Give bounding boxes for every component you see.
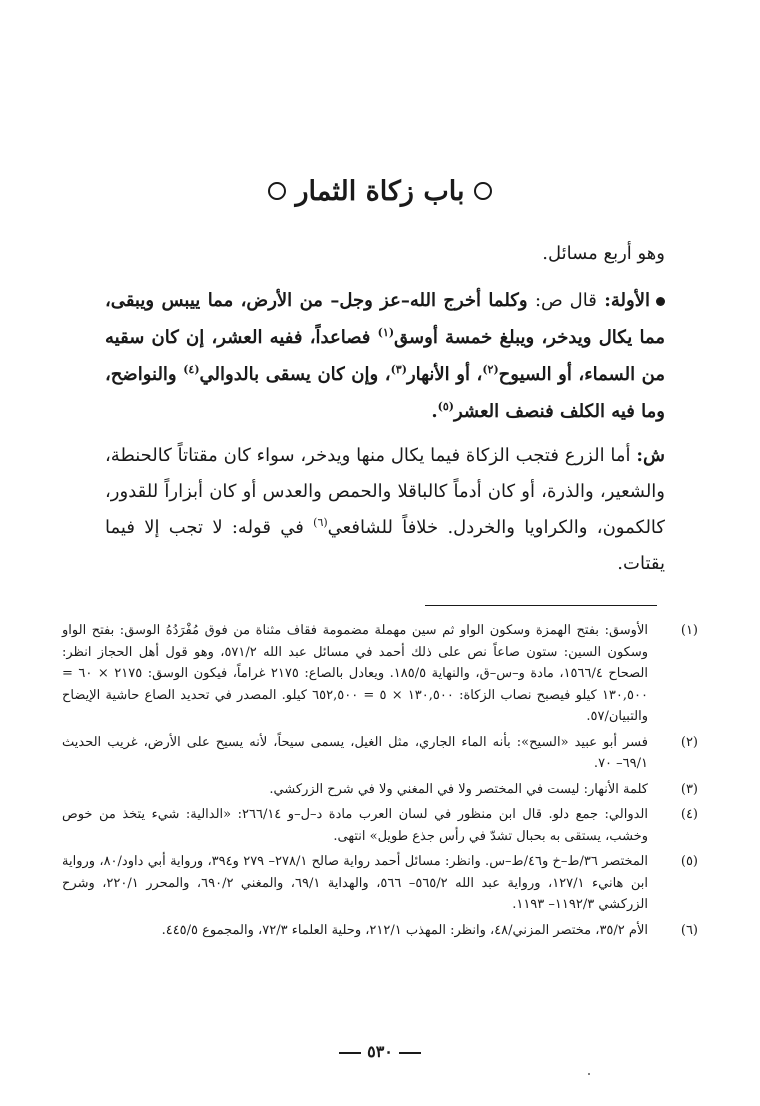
footnote-item — [62, 804, 698, 847]
footnote-text: الدوالي: جمع دلو. قال ابن منظور في لسان العرب مادة د–ل–و ٢٦٦/١٤: «الدالية: شيء يتخذ من خوص وخشب، يستقى به بحبال تشدّ في رأس جذع طويل» انتهى. — [62, 807, 648, 844]
footnote-ref-4[interactable]: (٤) — [183, 363, 200, 376]
dash-icon — [399, 1052, 421, 1054]
matn-text-1: وكلما أخرج الله–عز وجل– من الأرض، مما ييبس ويبقى، مما يكال ويدخر، ويبلغ خمسة أوسق — [105, 290, 665, 348]
issue-lead: الأولة: — [604, 290, 650, 311]
sharh-text-1: أما الزرع فتجب الزكاة فيما يكال منها ويدخر، سواء كان مقتاتاً كالحنطة، والشعير، والذرة، أو كان أدماً كالباقلا والحمص والعدس أو كان أبزاراً للقدور، كالكمون، والكراويا والخردل. خلافاً للشافعي — [105, 445, 665, 538]
footnote-item — [62, 920, 698, 942]
dash-icon — [339, 1052, 361, 1054]
matn-text-5: والنواضح، وما فيه الكلف فنصف العشر — [105, 364, 665, 422]
footnote-number: (٥) — [680, 854, 698, 869]
footnote-ref-1[interactable]: (١) — [377, 326, 395, 339]
page-number-text: ٥٣٠ — [367, 1042, 393, 1061]
footnote-number: (٣) — [680, 781, 698, 797]
page-number — [0, 1042, 760, 1061]
footnote-item — [62, 779, 698, 801]
matn-text-4: ، وإن كان يسقى بالدوالي — [199, 364, 391, 385]
chapter-title-text: باب زكاة الثمار — [295, 176, 465, 207]
footnote-text: فسر أبو عبيد «السيح»: بأنه الماء الجاري، مثل الغيل، يسمى سيحاً، لأنه يسيح على الأرض، غريب الحديث ٦٩/١– ٧٠. — [62, 734, 648, 771]
sharh-text-2: في قوله: لا تجب إلا فيما يقتات. — [105, 517, 665, 574]
footnote-number: (٢) — [680, 734, 698, 750]
footnote-item — [62, 851, 698, 916]
matn-text-2: فصاعداً، ففيه العشر، إن كان سقيه من السماء، أو السيوح — [105, 327, 665, 385]
sharh-paragraph — [105, 438, 665, 582]
footnote-text: الأم ٣٥/٢، مختصر المزني/٤٨، وانظر: المهذب ٢١٢/١، وحلية العلماء ٧٢/٣، والمجموع ٤٤٥/٥. — [161, 922, 648, 938]
footnotes — [62, 620, 698, 945]
chapter-title — [0, 172, 760, 212]
footnote-number: (٦) — [680, 922, 698, 938]
footnote-text: كلمة الأنهار: ليست في المختصر ولا في المغني ولا في شرح الزركشي. — [269, 781, 648, 797]
footnote-ref-6[interactable]: (٦) — [313, 516, 328, 529]
footnote-number: (٤) — [680, 807, 698, 822]
matn-paragraph — [105, 282, 665, 430]
matn-text-6: . — [431, 401, 438, 422]
sharh-lead: ش: — [636, 445, 665, 466]
footnote-separator — [425, 605, 657, 606]
scan-speck — [588, 1073, 590, 1075]
footnote-ref-2[interactable]: (٢) — [482, 363, 499, 376]
intro-line: وهو أربع مسائل. — [542, 243, 665, 264]
circle-ornament-icon — [474, 182, 492, 200]
footnote-item — [62, 620, 698, 728]
matn-text-3: ، أو الأنهار — [406, 364, 483, 385]
footnote-ref-5[interactable]: (٥) — [437, 400, 454, 413]
footnote-ref-3[interactable]: (٣) — [390, 363, 407, 376]
circle-ornament-icon — [268, 182, 286, 200]
footnote-text: الأوسق: بفتح الهمزة وسكون الواو ثم سين مهملة مضمومة فقاف مثناة من فوق مُفْرَدُهُ الوسق: بفتح الواو وسكون السين: ستون صاعاً نص على ذلك أحمد في مسائل عبد الله ٥٧١/٢، وهو قول أهل الحجاز انظر: الصحاح ١٥٦٦/٤، مادة و–س–ق، والنهاية ١٨٥/٥. ويعادل بالصاع: ٢١٧٥ غراماً، فيكون الوسق: ٢١٧٥ × ٦٠ = ١٣٠,٥٠٠ كيلو فيصبح نصاب الزكاة: ١٣٠,٥٠٠ × ٥ = ٦٥٢,٥٠٠ كيلو. المصدر في تحديد الصاع حاشية الإيضاح والتبيان/٥٧. — [62, 623, 649, 724]
footnote-text: المختصر ٣٦/ط–خ و٤٦/ط–س. وانظر: مسائل أحمد رواية صالح ٢٧٨/١– ٢٧٩ و٣٩٤، ورواية أبي داود/٨٠، ورواية ابن هانيء ١٢٧/١، ورواية عبد الله ٥٦٥/٢– ٥٦٦، والهداية ٦٩/١، والمغني ٦٩٠/٢، والمحرر ٢٢٠/١، وشرح الزركشي ١١٩٢/٣– ١١٩٣. — [62, 854, 649, 912]
footnote-number: (١) — [680, 623, 698, 638]
bullet-icon — [656, 297, 665, 306]
footnote-item — [62, 732, 698, 775]
qala-label: قال ص: — [534, 290, 597, 311]
